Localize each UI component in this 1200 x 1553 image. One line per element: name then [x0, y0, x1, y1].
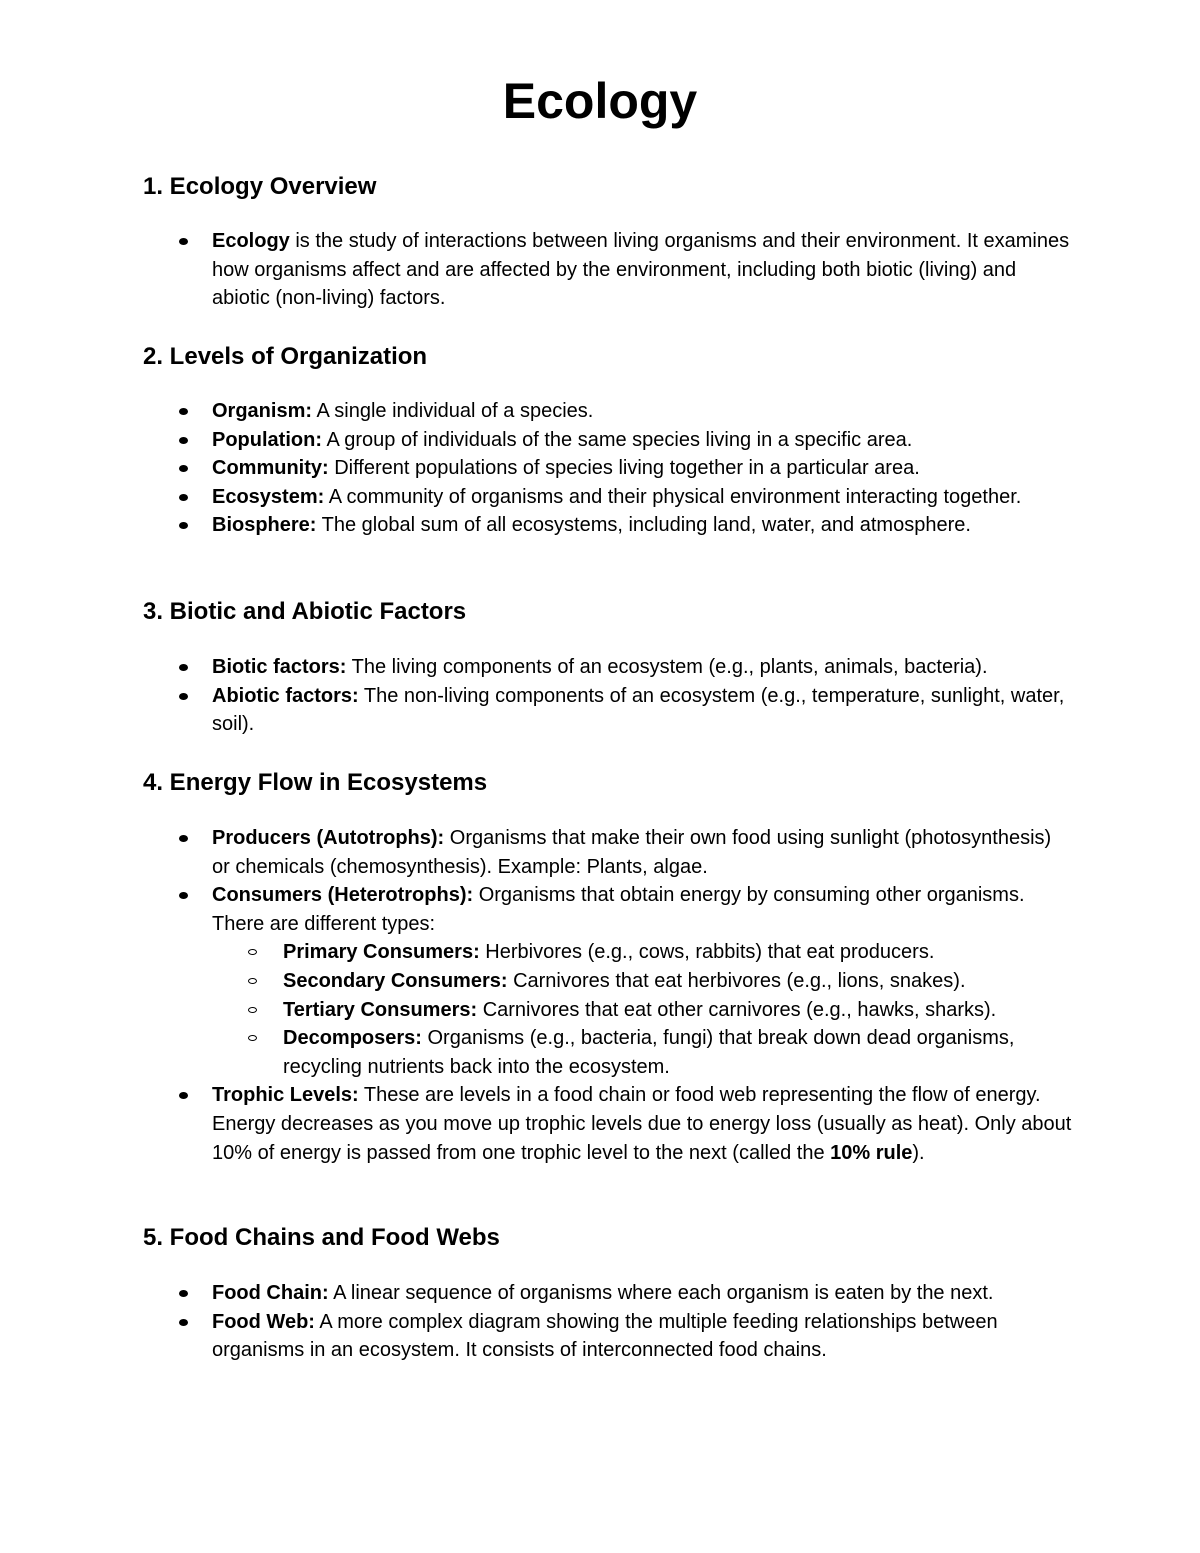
bullet-icon — [179, 465, 188, 472]
sub-list-item — [212, 1024, 1063, 1081]
circle-bullet-icon — [248, 949, 257, 955]
bullet-list — [0, 397, 1200, 540]
bullet-list — [0, 227, 1200, 313]
section-heading: 3. Biotic and Abiotic Factors — [143, 598, 467, 625]
list-item — [0, 397, 1072, 426]
term-label: Food Chain: — [212, 1282, 329, 1304]
list-item — [0, 1279, 1072, 1308]
term-description: Organisms (e.g., bacteria, fungi) that break down dead organisms, recycling nutrients back into the ecosystem. — [283, 1027, 1015, 1078]
list-item — [0, 483, 1072, 512]
term-description: The global sum of all ecosystems, including land, water, and atmosphere. — [316, 514, 971, 537]
circle-bullet-icon — [248, 978, 257, 984]
list-item — [0, 454, 1072, 483]
list-item — [0, 511, 1072, 540]
term-label: Consumers (Heterotrophs): — [212, 884, 474, 907]
term-description: A single individual of a species. — [312, 400, 594, 422]
section-heading: 5. Food Chains and Food Webs — [143, 1224, 500, 1251]
term-description: Carnivores that eat herbivores (e.g., lions, snakes). — [507, 969, 966, 992]
sub-list-item — [212, 938, 1063, 967]
term-label: Ecology — [212, 230, 290, 252]
term-description: Carnivores that eat other carnivores (e.g., hawks, sharks). — [477, 998, 997, 1021]
term-description: Different populations of species living together in a particular area. — [328, 457, 920, 480]
bullet-list — [0, 824, 1200, 1167]
bullet-icon — [179, 522, 188, 529]
term-description: Herbivores (e.g., cows, rabbits) that eat producers. — [479, 941, 935, 964]
term-label: Biotic factors: — [212, 656, 347, 678]
bullet-list — [0, 653, 1200, 739]
term-description: A group of individuals of the same species living in a specific area. — [321, 428, 913, 451]
list-item — [0, 1308, 1072, 1365]
sub-bullet-list — [212, 938, 1072, 1081]
list-item — [0, 1081, 1072, 1167]
term-label: Trophic Levels: — [212, 1084, 359, 1107]
list-item — [0, 426, 1072, 455]
list-item — [0, 653, 1072, 682]
bullet-icon — [179, 238, 188, 245]
circle-bullet-icon — [248, 1035, 257, 1041]
bold-rule-label: 10% rule — [830, 1141, 913, 1164]
bullet-icon — [179, 892, 188, 899]
list-item — [0, 227, 1072, 313]
term-label: Population: — [212, 428, 322, 451]
list-item — [0, 881, 1072, 1081]
term-label: Ecosystem: — [212, 485, 325, 508]
term-description: The non-living components of an ecosystem (e.g., temperature, sunlight, water, soil). — [212, 684, 1065, 736]
term-description: These are levels in a food chain or food web representing the flow of energy. Energy decreases as you move up trophic levels due to energy loss (usually as heat). Only about 10% of energy is passed from one trophic level to the next (called the — [212, 1084, 1072, 1164]
section-heading: 2. Levels of Organization — [143, 343, 428, 370]
sub-list-item — [212, 996, 1063, 1025]
term-label: Secondary Consumers: — [283, 969, 508, 992]
bullet-icon — [179, 835, 188, 842]
sub-list-item — [212, 967, 1063, 996]
bullet-icon — [179, 664, 188, 671]
bullet-icon — [179, 1092, 188, 1099]
term-label: Biosphere: — [212, 514, 317, 537]
list-item — [0, 824, 1072, 881]
page-title: Ecology — [502, 73, 698, 129]
term-label: Organism: — [212, 400, 313, 422]
term-label: Abiotic factors: — [212, 684, 359, 707]
circle-bullet-icon — [248, 1007, 257, 1013]
term-description: A community of organisms and their physical environment interacting together. — [324, 485, 1022, 508]
term-label: Primary Consumers: — [283, 941, 480, 964]
term-label: Producers (Autotrophs): — [212, 827, 445, 849]
bullet-icon — [179, 1319, 188, 1326]
bullet-icon — [179, 494, 188, 501]
term-description: The living components of an ecosystem (e.g., plants, animals, bacteria). — [346, 656, 988, 678]
bullet-icon — [179, 693, 188, 700]
section-heading: 4. Energy Flow in Ecosystems — [143, 769, 488, 796]
term-description: is the study of interactions between living organisms and their environment. It examines how organisms affect and are affected by the environment, including both biotic (living) and abiotic (non-living) factors. — [212, 230, 1070, 310]
term-description: Organisms that obtain energy by consuming other organisms. There are different types: — [212, 884, 1025, 935]
term-label: Community: — [212, 457, 329, 480]
bullet-icon — [179, 1290, 188, 1297]
term-description-end: ). — [912, 1141, 925, 1164]
term-description: A linear sequence of organisms where each organism is eaten by the next. — [328, 1282, 994, 1304]
list-item — [0, 682, 1072, 739]
term-label: Food Web: — [212, 1310, 315, 1333]
term-label: Tertiary Consumers: — [283, 998, 478, 1021]
bullet-list — [0, 1279, 1200, 1365]
term-description: Organisms that make their own food using sunlight (photosynthesis) or chemicals (chemosynthesis). Example: Plants, algae. — [212, 827, 1052, 878]
term-label: Decomposers: — [283, 1027, 422, 1050]
bullet-icon — [179, 437, 188, 444]
bullet-icon — [179, 408, 188, 415]
term-description: A more complex diagram showing the multiple feeding relationships between organisms in an ecosystem. It consists of interconnected food chains. — [212, 1310, 998, 1362]
section-heading: 1. Ecology Overview — [143, 173, 377, 200]
